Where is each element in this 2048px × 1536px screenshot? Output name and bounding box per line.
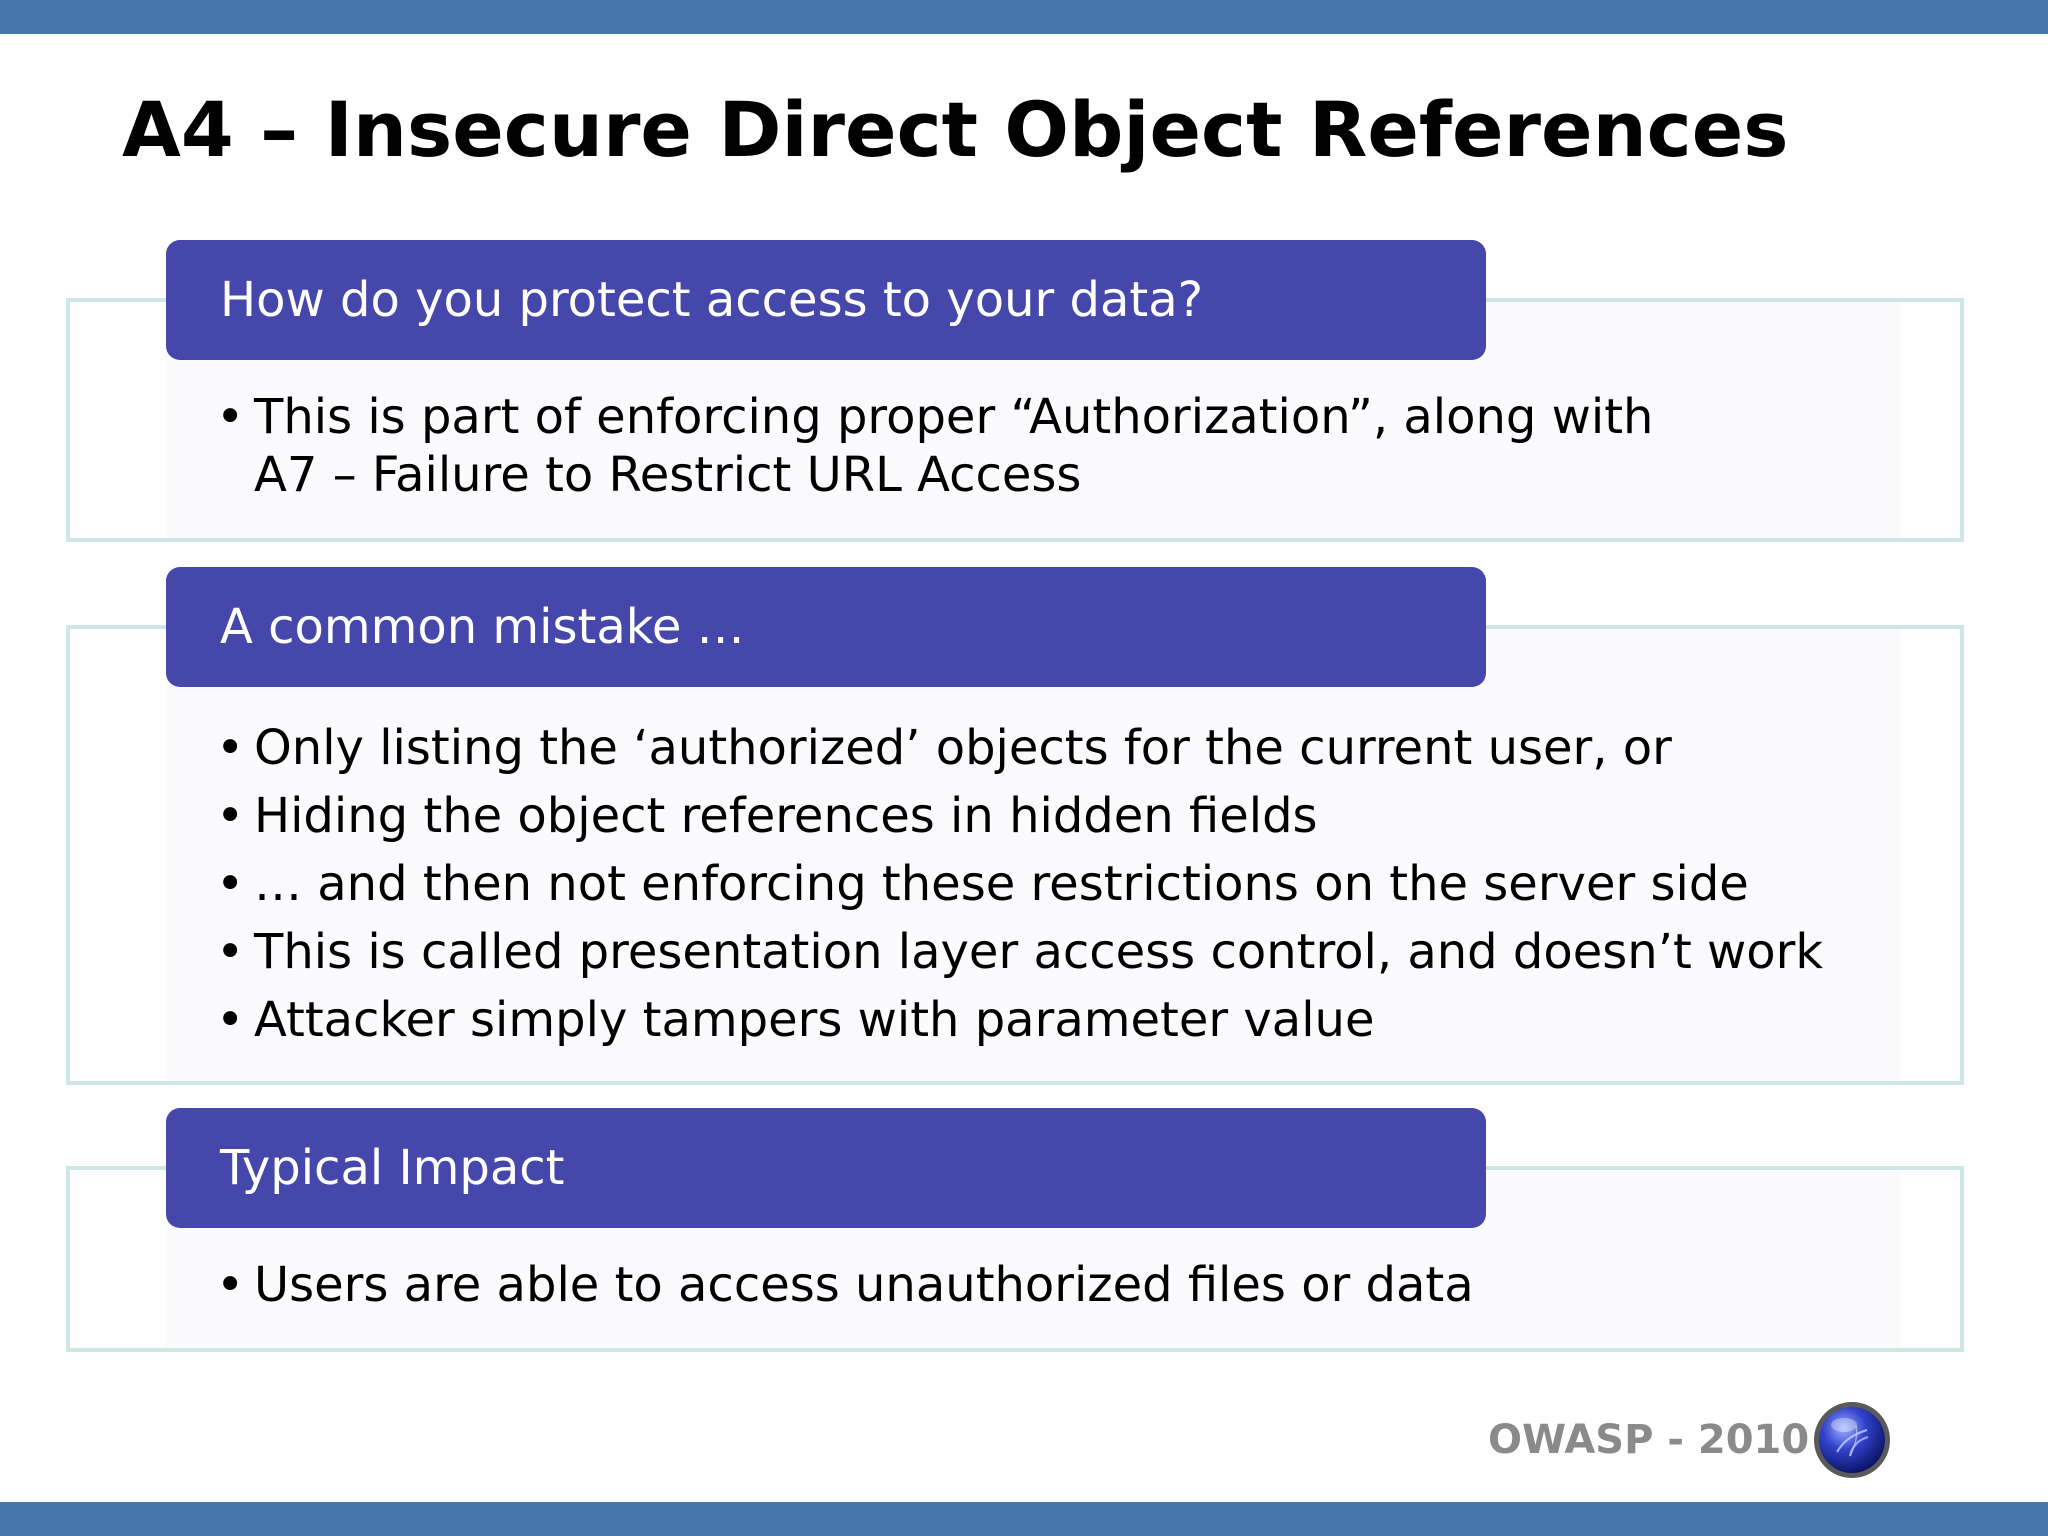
bullet-text: A7 – Failure to Restrict URL Access bbox=[254, 447, 1082, 503]
owasp-globe-logo-icon bbox=[1812, 1400, 1892, 1480]
section-bullets-typical-impact bbox=[216, 1252, 1474, 1318]
footer-label: OWASP - 2010 bbox=[1488, 1417, 1810, 1463]
bullet-text: Only listing the ‘authorized’ objects for the current user, or bbox=[254, 720, 1672, 776]
section-bullets-common-mistake bbox=[216, 714, 1823, 1054]
bullet-dot: • bbox=[216, 788, 245, 844]
section-header-typical-impact bbox=[166, 1108, 1486, 1228]
section-header-text: How do you protect access to your data? bbox=[220, 272, 1204, 328]
bullet-item bbox=[216, 918, 1823, 986]
bullet-text: This is part of enforcing proper “Authorization”, along with bbox=[254, 389, 1654, 445]
section-header-text: Typical Impact bbox=[220, 1140, 565, 1196]
bullet-item bbox=[216, 986, 1823, 1054]
section-header-protect-access bbox=[166, 240, 1486, 360]
bullet-dot: • bbox=[216, 720, 245, 776]
bullet-text: Attacker simply tampers with parameter value bbox=[254, 992, 1375, 1048]
slide-title: A4 – Insecure Direct Object References bbox=[122, 85, 1789, 174]
section-header-text: A common mistake … bbox=[220, 599, 745, 655]
bullet-item bbox=[216, 388, 1653, 446]
section-bullets-protect-access bbox=[216, 388, 1653, 504]
bottom-accent-bar bbox=[0, 1502, 2048, 1536]
bullet-text: Users are able to access unauthorized files or data bbox=[254, 1257, 1474, 1313]
bullet-dot: • bbox=[216, 924, 245, 980]
bullet-item bbox=[216, 850, 1823, 918]
bullet-dot: • bbox=[216, 1257, 245, 1313]
bullet-text: … and then not enforcing these restrictions on the server side bbox=[254, 856, 1749, 912]
bullet-item bbox=[216, 782, 1823, 850]
bullet-text: This is called presentation layer access control, and doesn’t work bbox=[254, 924, 1824, 980]
bullet-dot: • bbox=[216, 389, 245, 445]
bullet-item bbox=[216, 714, 1823, 782]
top-accent-bar bbox=[0, 0, 2048, 34]
bullet-text: Hiding the object references in hidden fields bbox=[254, 788, 1318, 844]
bullet-item-continuation bbox=[216, 446, 1653, 504]
section-header-common-mistake bbox=[166, 567, 1486, 687]
bullet-dot: • bbox=[216, 992, 245, 1048]
bullet-item bbox=[216, 1252, 1474, 1318]
bullet-dot: • bbox=[216, 856, 245, 912]
